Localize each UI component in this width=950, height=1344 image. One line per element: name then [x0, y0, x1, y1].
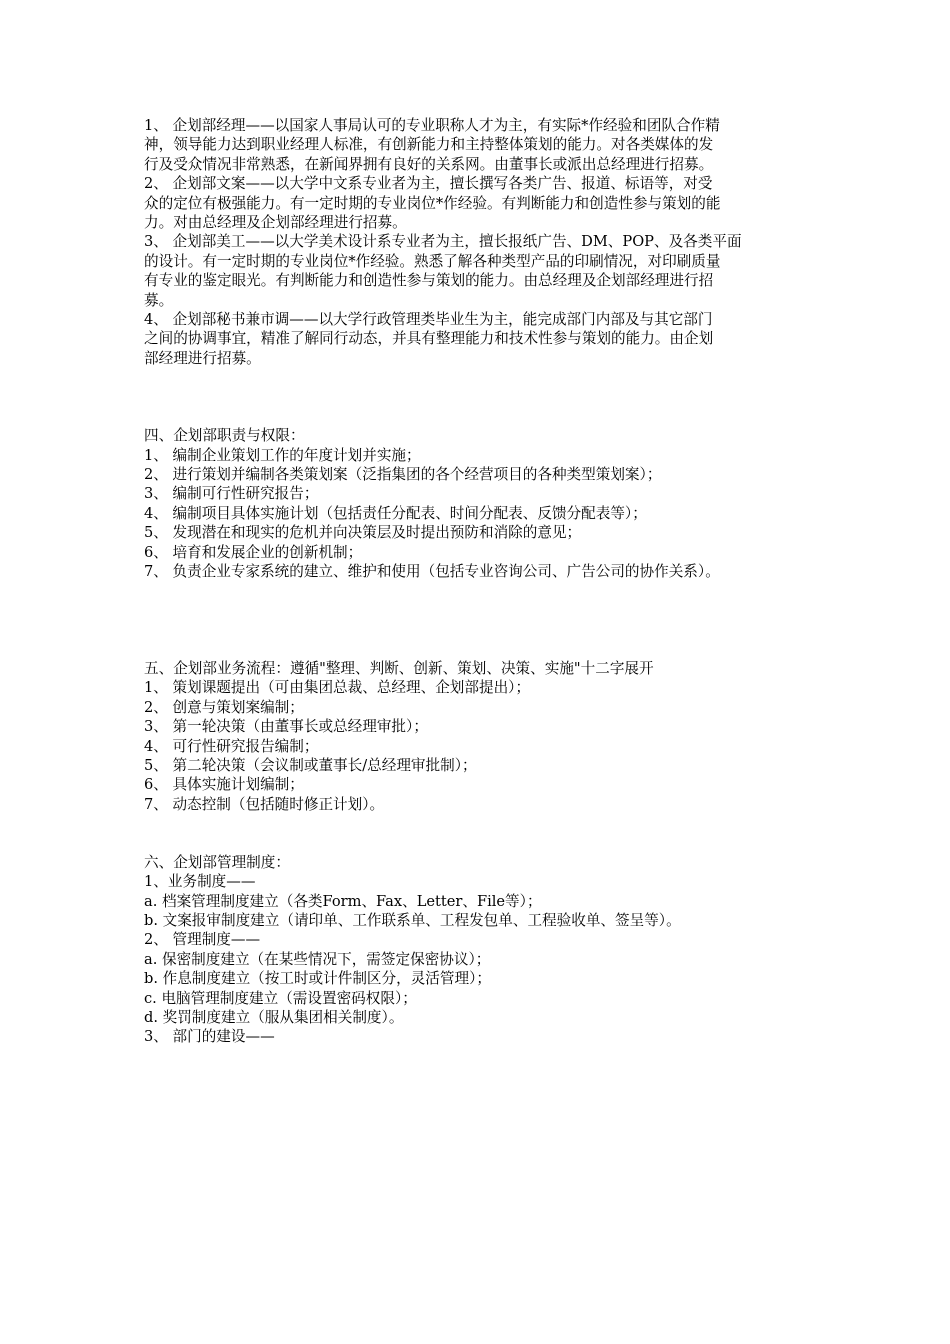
list-item: 1、业务制度——	[144, 873, 256, 891]
paragraph-line: 募。	[144, 291, 174, 309]
paragraph-line: 众的定位有极强能力。有一定时期的专业岗位*作经验。有判断能力和创造性参与策划的能	[144, 194, 721, 212]
list-item: 3、 编制可行性研究报告；	[144, 485, 319, 503]
spacer	[144, 368, 810, 426]
recruitment-item-secretary	[144, 310, 810, 368]
paragraph-line: 2、 企划部文案——以大学中文系专业者为主，擅长撰写各类广告、报道、标语等，对受	[144, 175, 713, 193]
recruitment-item-designer	[144, 232, 810, 310]
spacer	[144, 581, 810, 659]
recruitment-item-manager	[144, 116, 810, 174]
paragraph-line: 神，领导能力达到职业经理人标准，有创新能力和主持整体策划的能力。对各类媒体的发	[144, 136, 714, 154]
section-management-rules	[144, 853, 810, 1047]
paragraph-line: 的设计。有一定时期的专业岗位*作经验。熟悉了解各种类型产品的印刷情况，对印刷质量	[144, 252, 721, 270]
list-item: b. 文案报审制度建立（请印单、工作联系单、工程发包单、工程验收单、签呈等）。	[144, 912, 681, 930]
list-item: a. 保密制度建立（在某些情况下，需签定保密协议）；	[144, 950, 491, 968]
list-item: 6、 培育和发展企业的创新机制；	[144, 543, 363, 561]
list-item: 4、 编制项目具体实施计划（包括责任分配表、时间分配表、反馈分配表等）；	[144, 504, 647, 522]
section-heading: 六、企划部管理制度：	[144, 853, 290, 871]
paragraph-line: 有专业的鉴定眼光。有判断能力和创造性参与策划的能力。由总经理及企划部经理进行招	[144, 272, 714, 290]
list-item: 4、 可行性研究报告编制；	[144, 737, 319, 755]
list-item: 1、 策划课题提出（可由集团总裁、总经理、企划部提出）；	[144, 679, 531, 697]
list-item: 7、 动态控制（包括随时修正计划）。	[144, 795, 385, 813]
list-item: d. 奖罚制度建立（服从集团相关制度）。	[144, 1009, 404, 1027]
list-item: 2、 创意与策划案编制；	[144, 698, 304, 716]
list-item: c. 电脑管理制度建立（需设置密码权限）；	[144, 989, 417, 1007]
paragraph-line: 1、 企划部经理——以国家人事局认可的专业职称人才为主，有实际*作经验和团队合作精	[144, 117, 720, 134]
paragraph-line: 3、 企划部美工——以大学美术设计系专业者为主，擅长报纸广告、DM、POP、及各类平面	[144, 233, 742, 251]
list-item: 3、 部门的建设——	[144, 1028, 275, 1046]
section-heading: 四、企划部职责与权限：	[144, 427, 305, 445]
paragraph-line: 部经理进行招募。	[144, 349, 261, 367]
list-item: 6、 具体实施计划编制；	[144, 776, 304, 794]
list-item: 7、 负责企业专家系统的建立、维护和使用（包括专业咨询公司、广告公司的协作关系）。	[144, 563, 720, 580]
paragraph-line: 4、 企划部秘书兼市调——以大学行政管理类毕业生为主，能完成部门内部及与其它部门	[144, 310, 713, 328]
list-item: 2、 进行策划并编制各类策划案（泛指集团的各个经营项目的各种类型策划案）；	[144, 466, 662, 484]
section-responsibilities	[144, 426, 810, 581]
paragraph-line: 之间的协调事宜，精准了解同行动态，并具有整理能力和技术性参与策划的能力。由企划	[144, 330, 714, 348]
recruitment-item-copywriter	[144, 174, 810, 232]
paragraph-line: 行及受众情况非常熟悉，在新闻界拥有良好的关系网。由董事长或派出总经理进行招募。	[144, 155, 714, 173]
section-heading: 五、企划部业务流程：遵循"整理、判断、创新、策划、决策、实施"十二字展开	[144, 659, 654, 677]
recruitment-section	[144, 116, 810, 368]
list-item: 1、 编制企业策划工作的年度计划并实施；	[144, 446, 421, 464]
spacer	[144, 814, 810, 853]
document-page	[144, 116, 810, 1047]
list-item: 5、 发现潜在和现实的危机并向决策层及时提出预防和消除的意见；	[144, 524, 582, 542]
list-item: 2、 管理制度——	[144, 931, 261, 949]
list-item: b. 作息制度建立（按工时或计件制区分，灵活管理）；	[144, 970, 491, 988]
section-workflow	[144, 659, 810, 814]
list-item: 3、 第一轮决策（由董事长或总经理审批）；	[144, 718, 428, 736]
paragraph-line: 力。对由总经理及企划部经理进行招募。	[144, 213, 407, 231]
list-item: 5、 第二轮决策（会议制或董事长/总经理审批制）；	[144, 756, 477, 774]
list-item: a. 档案管理制度建立（各类Form、Fax、Letter、File等）；	[144, 892, 542, 910]
